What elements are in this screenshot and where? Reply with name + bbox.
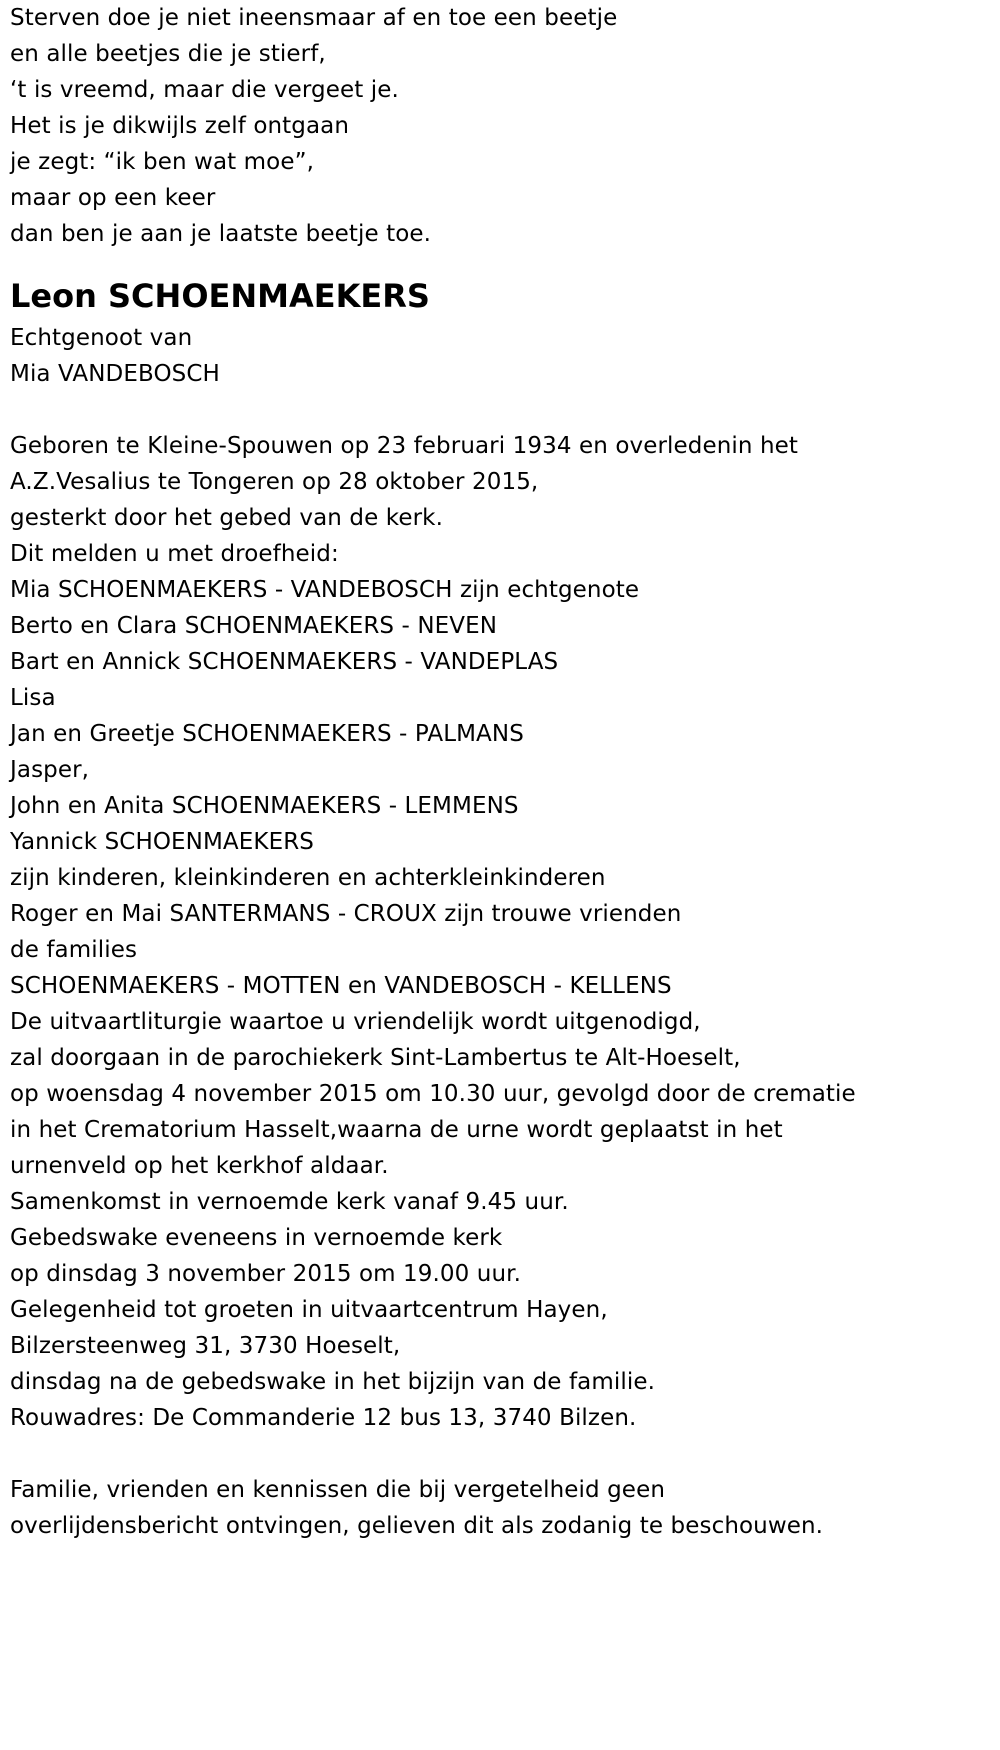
family-member-line: Yannick SCHOENMAEKERS (10, 829, 314, 855)
announcement-line: de families (10, 937, 138, 963)
poem (10, 0, 995, 252)
spouse-line: Mia VANDEBOSCH (10, 361, 220, 387)
spouse-block (10, 320, 995, 392)
announcement-line: A.Z.Vesalius te Tongeren op 28 oktober 2015, (10, 469, 539, 495)
obituary-document (10, 0, 995, 1544)
funeral-detail-line: De uitvaartliturgie waartoe u vriendelijk wordt uitgenodigd, (10, 1009, 701, 1035)
section-spacer (10, 252, 995, 270)
poem-line: dan ben je aan je laatste beetje toe. (10, 221, 432, 247)
closing-line: overlijdensbericht ontvingen, gelieven dit als zodanig te beschouwen. (10, 1513, 824, 1539)
announcement-line: Dit melden u met droefheid: (10, 541, 339, 567)
announcement-line: zijn kinderen, kleinkinderen en achterkleinkinderen (10, 865, 606, 891)
spouse-line: Echtgenoot van (10, 325, 193, 351)
family-member-line: SCHOENMAEKERS - MOTTEN en VANDEBOSCH - KELLENS (10, 973, 672, 999)
family-member-line: Berto en Clara SCHOENMAEKERS - NEVEN (10, 613, 498, 639)
family-member-line: Jan en Greetje SCHOENMAEKERS - PALMANS (10, 721, 524, 747)
family-member-line: Roger en Mai SANTERMANS - CROUX zijn trouwe vrienden (10, 901, 682, 927)
poem-line: ‘t is vreemd, maar die vergeet je. (10, 77, 399, 103)
funeral-detail-line: Gelegenheid tot groeten in uitvaartcentrum Hayen, (10, 1297, 608, 1323)
family-member-line: Lisa (10, 685, 56, 711)
mourning-address-line: Rouwadres: De Commanderie 12 bus 13, 3740 Bilzen. (10, 1405, 637, 1431)
family-member-line: Mia SCHOENMAEKERS - VANDEBOSCH zijn echtgenote (10, 577, 640, 603)
funeral-detail-line: in het Crematorium Hasselt,waarna de urne wordt geplaatst in het (10, 1117, 783, 1143)
section-spacer (10, 392, 995, 428)
poem-line: je zegt: “ik ben wat moe”, (10, 149, 315, 175)
funeral-detail-line: Samenkomst in vernoemde kerk vanaf 9.45 uur. (10, 1189, 569, 1215)
funeral-detail-line: op dinsdag 3 november 2015 om 19.00 uur. (10, 1261, 522, 1287)
family-member-line: Bart en Annick SCHOENMAEKERS - VANDEPLAS (10, 649, 559, 675)
funeral-detail-line: dinsdag na de gebedswake in het bijzijn van de familie. (10, 1369, 655, 1395)
deceased-name: Leon SCHOENMAEKERS (10, 277, 430, 315)
closing-line: Familie, vrienden en kennissen die bij vergetelheid geen (10, 1477, 665, 1503)
announcement-line: gesterkt door het gebed van de kerk. (10, 505, 443, 531)
announcement-line: Geboren te Kleine-Spouwen op 23 februari 1934 en overledenin het (10, 433, 799, 459)
family-member-line: Jasper, (10, 757, 90, 783)
funeral-detail-line: op woensdag 4 november 2015 om 10.30 uur, gevolgd door de crematie (10, 1081, 856, 1107)
funeral-detail-line: urnenveld op het kerkhof aldaar. (10, 1153, 389, 1179)
poem-line: maar op een keer (10, 185, 216, 211)
announcement-text (10, 428, 995, 1436)
poem-line: en alle beetjes die je stierf, (10, 41, 326, 67)
closing-note (10, 1472, 995, 1544)
poem-line: Sterven doe je niet ineensmaar af en toe een beetje (10, 5, 618, 31)
funeral-detail-line: zal doorgaan in de parochiekerk Sint-Lambertus te Alt-Hoeselt, (10, 1045, 741, 1071)
section-spacer (10, 1436, 995, 1472)
poem-line: Het is je dikwijls zelf ontgaan (10, 113, 350, 139)
funeral-detail-line: Bilzersteenweg 31, 3730 Hoeselt, (10, 1333, 401, 1359)
funeral-detail-line: Gebedswake eveneens in vernoemde kerk (10, 1225, 503, 1251)
family-member-line: John en Anita SCHOENMAEKERS - LEMMENS (10, 793, 519, 819)
